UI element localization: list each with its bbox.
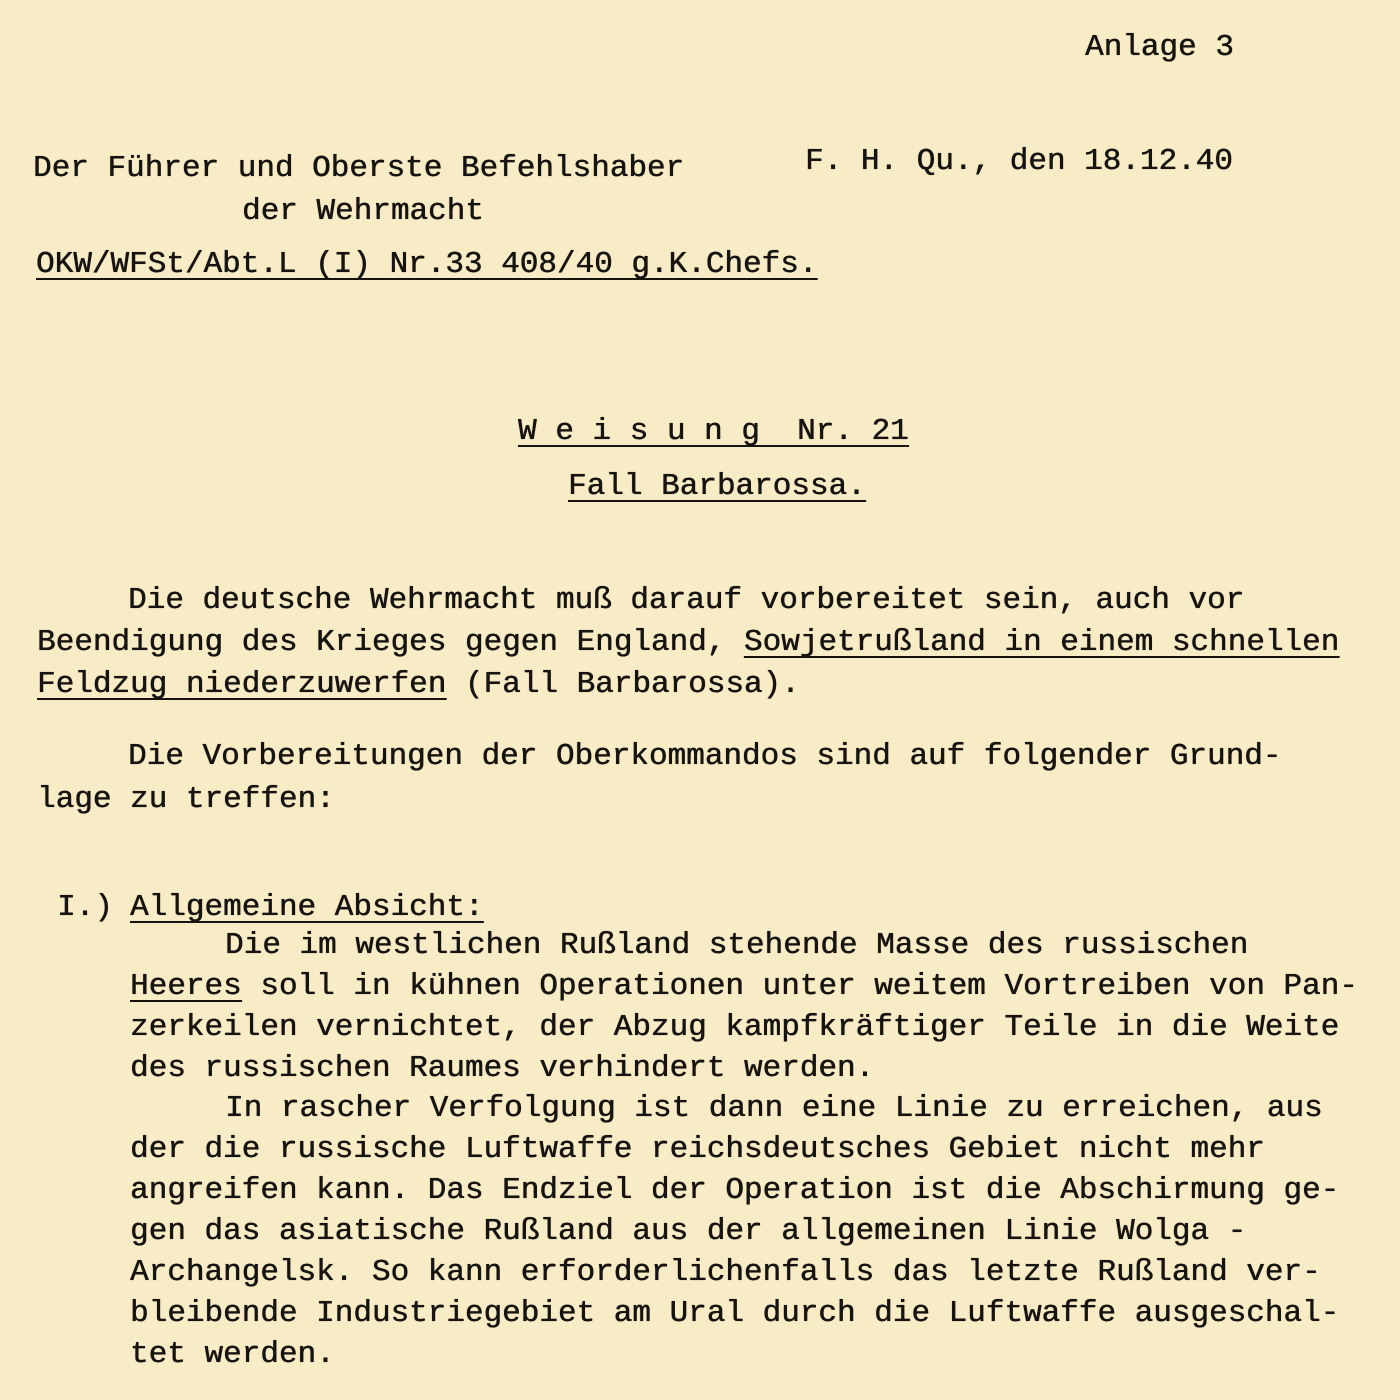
section-heading: Allgemeine Absicht:: [130, 890, 484, 925]
annex-label: Anlage 3: [1085, 30, 1234, 65]
section-line: gen das asiatische Rußland aus der allgemeinen Linie Wolga -: [130, 1214, 1247, 1249]
section-number: I.): [57, 890, 113, 925]
paragraph-1-line: Die deutsche Wehrmacht muß darauf vorbereitet sein, auch vor: [128, 583, 1245, 618]
text: soll in kühnen Operationen unter weitem Vortreiben von Pan-: [241, 969, 1358, 1004]
place-date: F. H. Qu., den 18.12.40: [805, 144, 1233, 179]
section-line: zerkeilen vernichtet, der Abzug kampfkräftiger Teile in die Weite: [130, 1010, 1340, 1045]
section-line: angreifen kann. Das Endziel der Operation ist die Abschirmung ge-: [130, 1173, 1340, 1208]
section-line: tet werden.: [130, 1337, 335, 1372]
underlined-text: Sowjetrußland in einem schnellen: [743, 625, 1340, 660]
section-line: In rascher Verfolgung ist dann eine Linie zu erreichen, aus: [225, 1091, 1323, 1126]
text: (Fall Barbarossa).: [446, 667, 800, 702]
section-line: des russischen Raumes verhindert werden.: [130, 1051, 875, 1086]
paragraph-2-line: Die Vorbereitungen der Oberkommandos sind auf folgender Grund-: [128, 739, 1282, 774]
sender-line-2: der Wehrmacht: [242, 194, 484, 229]
underlined-text: Heeres: [130, 969, 242, 1004]
section-line: Archangelsk. So kann erforderlichenfalls das letzte Rußland ver-: [130, 1255, 1321, 1290]
paragraph-1-line: [37, 622, 1339, 664]
section-line: der die russische Luftwaffe reichsdeutsches Gebiet nicht mehr: [130, 1132, 1265, 1167]
section-line: bleibende Industriegebiet am Ural durch die Luftwaffe ausgeschal-: [130, 1296, 1340, 1331]
paragraph-1-line: [37, 664, 800, 706]
paragraph-2-line: lage zu treffen:: [37, 782, 335, 817]
reference-number: OKW/WFSt/Abt.L (I) Nr.33 408/40 g.K.Chefs.: [36, 247, 818, 282]
document-subtitle: Fall Barbarossa.: [568, 469, 866, 504]
text: Beendigung des Krieges gegen England,: [37, 625, 744, 660]
underlined-text: Feldzug niederzuwerfen: [37, 667, 447, 702]
section-line: [130, 966, 1358, 1008]
sender-line-1: Der Führer und Oberste Befehlshaber: [33, 151, 685, 186]
section-line: Die im westlichen Rußland stehende Masse des russischen: [225, 928, 1249, 963]
document-title: W e i s u n g Nr. 21: [518, 414, 909, 449]
